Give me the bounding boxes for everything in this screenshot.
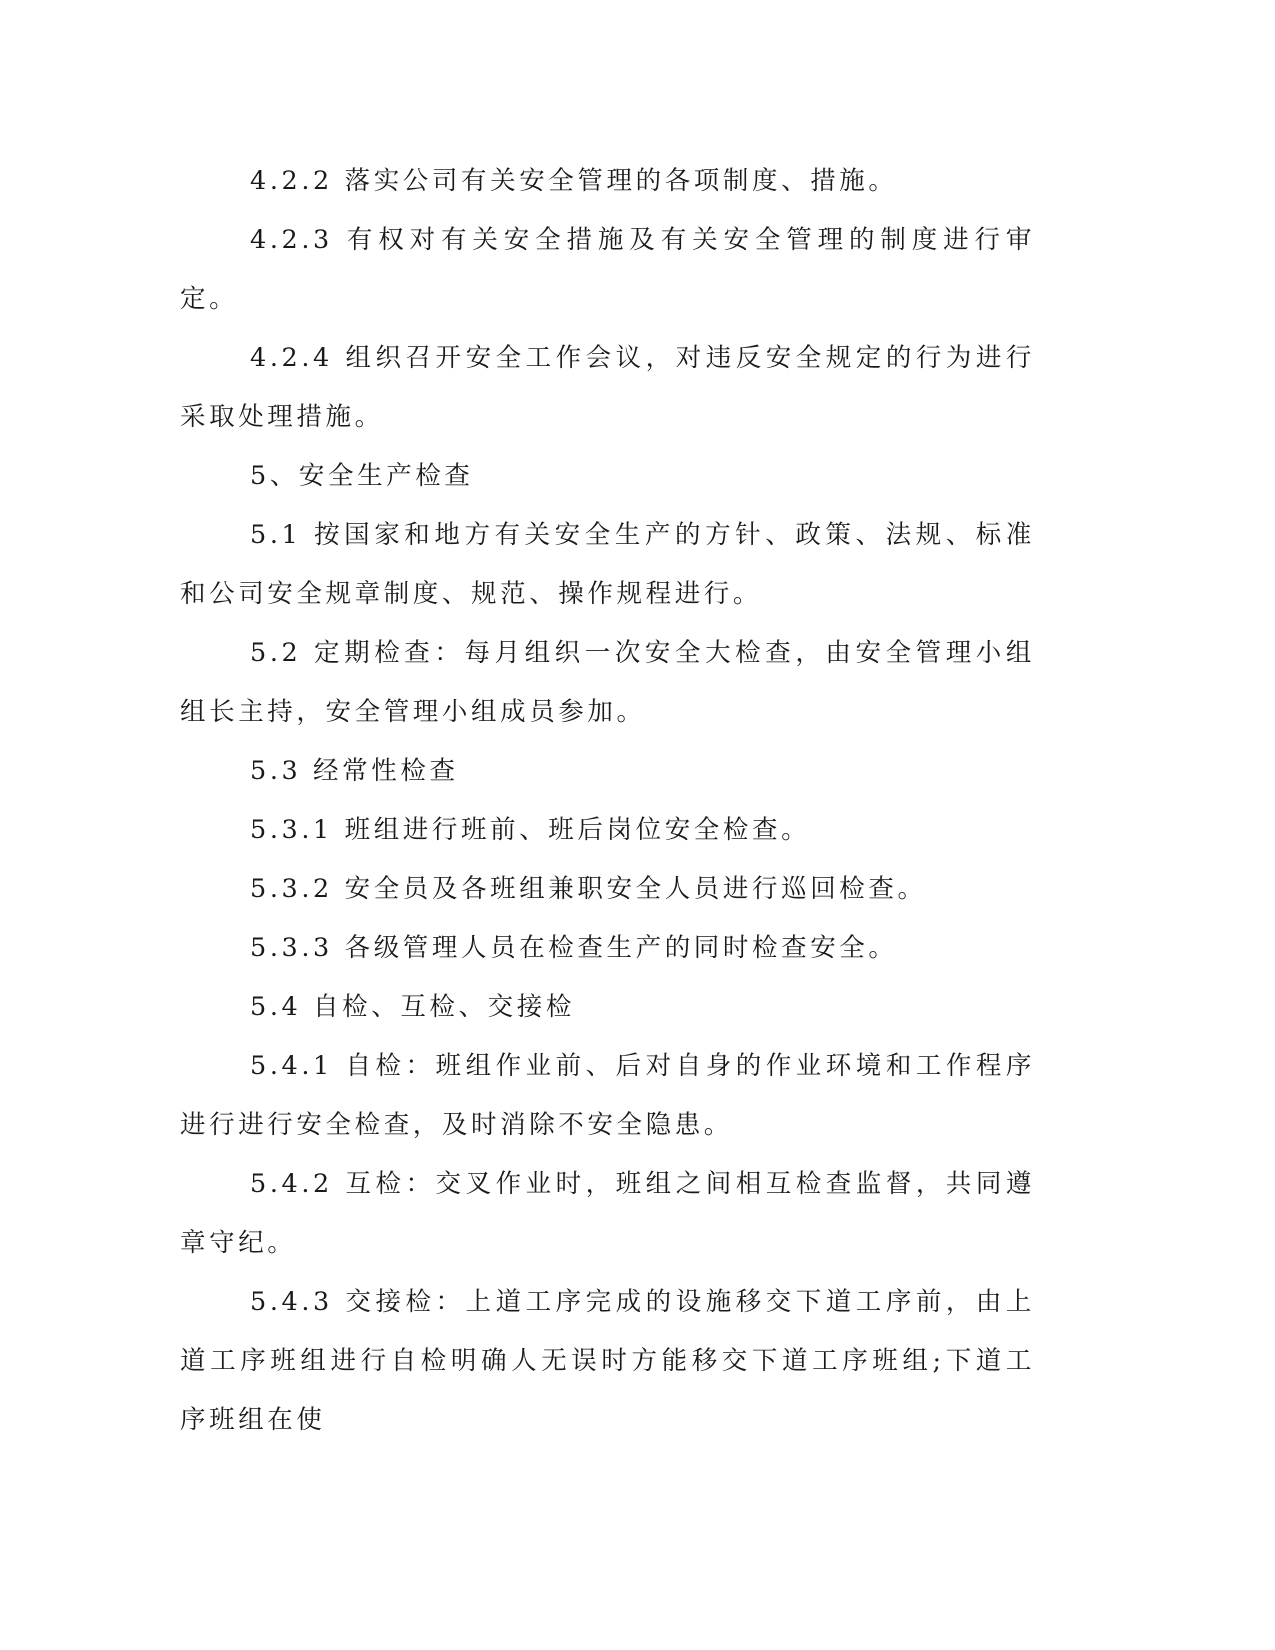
paragraph-4-2-2: 4.2.2 落实公司有关安全管理的各项制度、措施。 <box>250 166 898 196</box>
paragraph-5-3-1: 5.3.1 班组进行班前、班后岗位安全检查。 <box>250 815 811 845</box>
document-body <box>180 152 1035 1450</box>
paragraph-5-3-3: 5.3.3 各级管理人员在检查生产的同时检查安全。 <box>250 933 898 963</box>
paragraph-4-2-4: 4.2.4 组织召开安全工作会议，对违反安全规定的行为进行采取处理措施。 <box>180 343 1035 432</box>
paragraph-5-4-1: 5.4.1 自检：班组作业前、后对自身的作业环境和工作程序进行进行安全检查，及时消除不安全隐患。 <box>180 1051 1035 1140</box>
paragraph-5-4-3: 5.4.3 交接检：上道工序完成的设施移交下道工序前，由上道工序班组进行自检明确人无误时方能移交下道工序班组;下道工序班组在使 <box>180 1287 1035 1435</box>
paragraph-5-3-2: 5.3.2 安全员及各班组兼职安全人员进行巡回检查。 <box>250 874 927 904</box>
paragraph-5-4-2: 5.4.2 互检：交叉作业时，班组之间相互检查监督，共同遵章守纪。 <box>180 1169 1035 1258</box>
paragraph-5-1: 5.1 按国家和地方有关安全生产的方针、政策、法规、标准和公司安全规章制度、规范、操作规程进行。 <box>180 520 1035 609</box>
paragraph-5-4: 5.4 自检、互检、交接检 <box>250 992 575 1022</box>
paragraph-4-2-3: 4.2.3 有权对有关安全措施及有关安全管理的制度进行审定。 <box>180 225 1035 314</box>
paragraph-5-2: 5.2 定期检查：每月组织一次安全大检查，由安全管理小组组长主持，安全管理小组成员参加。 <box>180 638 1035 727</box>
section-heading-5: 5、安全生产检查 <box>250 461 474 491</box>
paragraph-5-3: 5.3 经常性检查 <box>250 756 459 786</box>
